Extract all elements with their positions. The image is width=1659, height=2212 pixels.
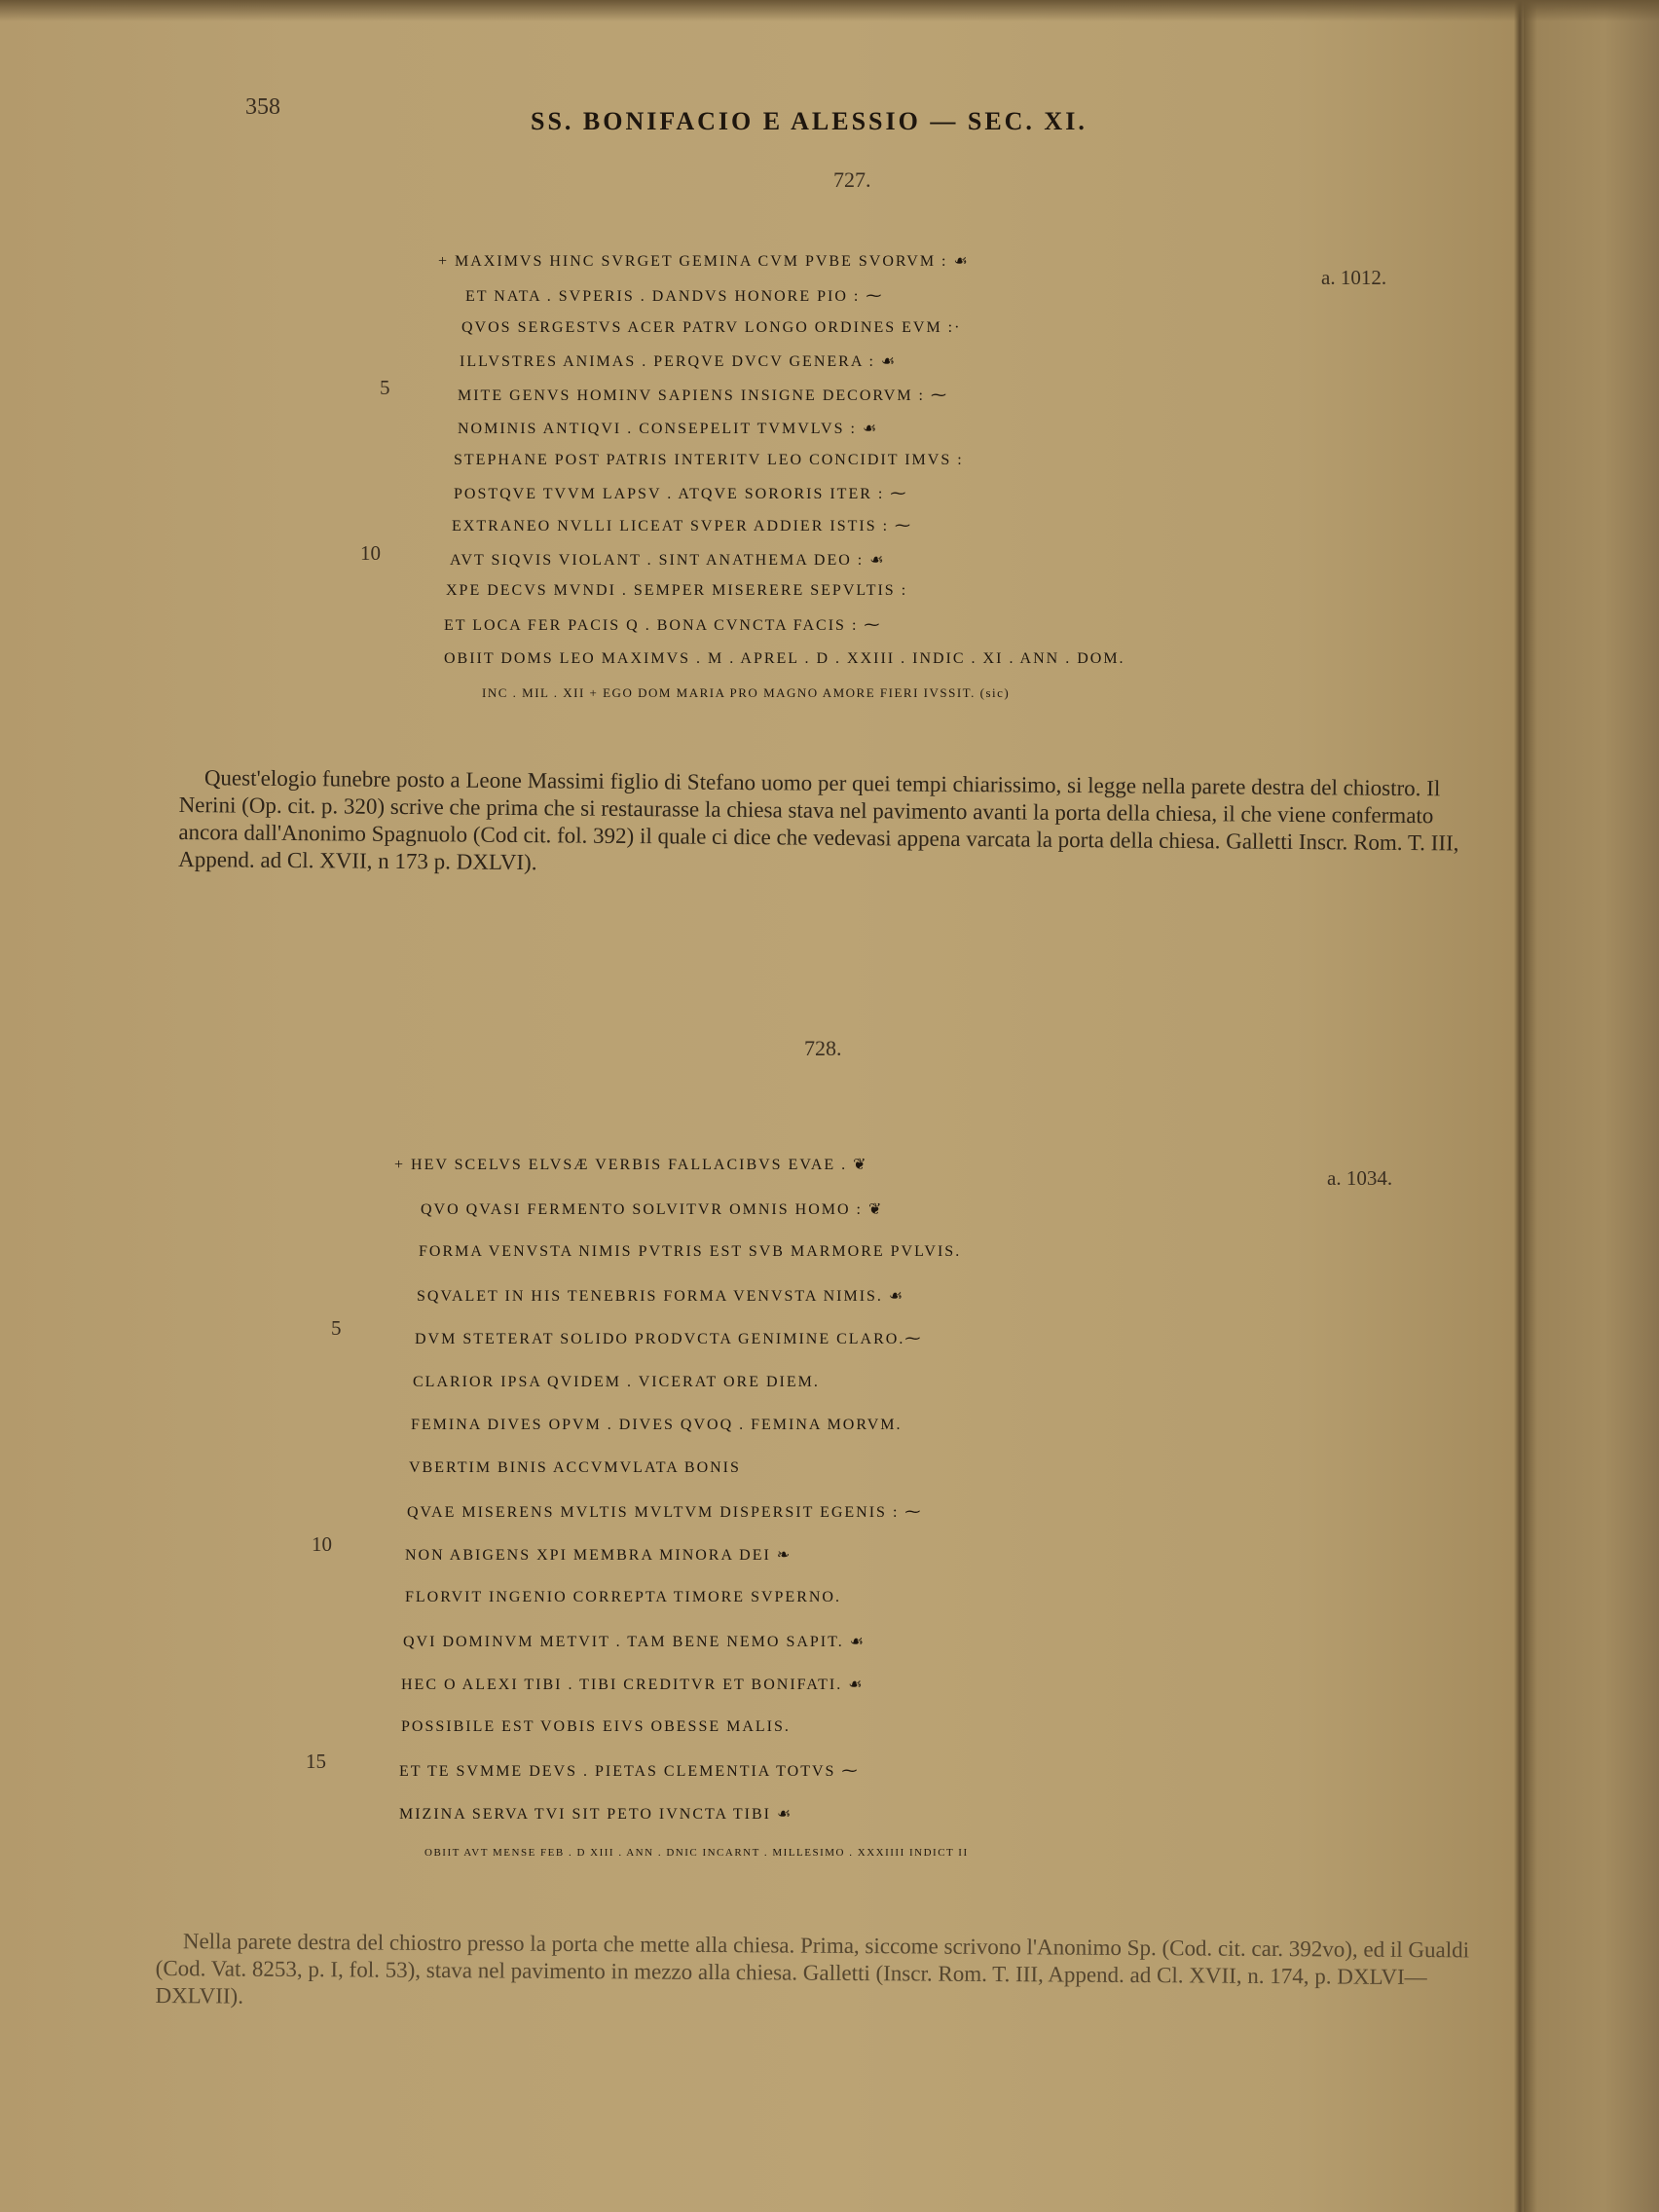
inscription-line: EXTRANEO NVLLI LICEAT SVPER ADDIER ISTIS : ⁓ (452, 518, 913, 535)
entry-date-728: a. 1034. (1327, 1166, 1393, 1190)
commentary-text: Nella parete destra del chiostro presso la porta che mette alla chiesa. Prima, siccome scrivono l'Anonimo Sp. (Cod. cit. car. 392vo), ed il Gualdi (Cod. Vat. 8253, p. I, fol. 53), stava nel pavimento in mezzo alla chiesa. Galletti (Inscr. Rom. T. III, Append. ad Cl. XVII, n. 174, p. DXLVI—DXLVII). (155, 1929, 1470, 2009)
inscription-line: QVAE MISERENS MVLTIS MVLTVM DISPERSIT EGENIS : ⁓ (407, 1504, 923, 1521)
inscription-line: NOMINIS ANTIQVI . CONSEPELIT TVMVLVS : ☙ (458, 421, 879, 437)
inscription-line: ILLVSTRES ANIMAS . PERQVE DVCV GENERA : ☙ (460, 353, 898, 370)
inscription-line: AVT SIQVIS VIOLANT . SINT ANATHEMA DEO : ☙ (450, 552, 886, 569)
line-number: 15 (306, 1750, 326, 1773)
inscription-line: INC . MIL . XII + EGO DOM MARIA PRO MAGNO AMORE FIERI IVSSIT. (sic) (482, 685, 1011, 700)
entry-number-727: 727. (833, 167, 871, 192)
inscription-line: MITE GENVS HOMINV SAPIENS INSIGNE DECORVM : ⁓ (458, 387, 948, 404)
running-title: SS. BONIFACIO E ALESSIO — SEC. XI. (531, 107, 1088, 135)
inscription-line: OBIIT AVT MENSE FEB . D XIII . ANN . DNIC INCARNT . MILLESIMO . XXXIIII INDICT II (424, 1847, 969, 1859)
commentary-727 (178, 764, 1484, 885)
inscription-line: FORMA VENVSTA NIMIS PVTRIS EST SVB MARMORE PVLVIS. (419, 1243, 962, 1260)
inscription-line: POSSIBILE EST VOBIS EIVS OBESSE MALIS. (401, 1718, 791, 1735)
line-number: 10 (360, 541, 381, 565)
inscription-line: NON ABIGENS XPI MEMBRA MINORA DEI ❧ (405, 1547, 793, 1564)
commentary-text: Quest'elogio funebre posto a Leone Massimi figlio di Stefano uomo per quei tempi chiarissimo, si legge nella parete destra del chiostro. Il Nerini (Op. cit. p. 320) scrive che prima che si restaurasse la chiesa stava nel pavimento avanti la porta della chiesa, il che viene confermato ancora dall'Anonimo Spagnuolo (Cod cit. fol. 392) il quale ci dice che vedevasi appena varcata la porta della chiesa. Galletti Inscr. Rom. T. III, Append. ad Cl. XVII, n 173 p. DXLVI). (178, 765, 1459, 875)
inscription-line: FEMINA DIVES OPVM . DIVES QVOQ . FEMINA MORVM. (411, 1417, 903, 1433)
inscription-line: OBIIT DOMS LEO MAXIMVS . M . APREL . D . XXIII . INDIC . XI . ANN . DOM. (444, 650, 1125, 667)
inscription-line: MIZINA SERVA TVI SIT PETO IVNCTA TIBI ☙ (399, 1806, 793, 1823)
inscription-line: STEPHANE POST PATRIS INTERITV LEO CONCIDIT IMVS : (454, 452, 964, 468)
line-number: 5 (380, 376, 390, 399)
inscription-line: CLARIOR IPSA QVIDEM . VICERAT ORE DIEM. (413, 1374, 820, 1390)
inscription-line: ET NATA . SVPERIS . DANDVS HONORE PIO : ⁓ (465, 288, 884, 305)
inscription-line: POSTQVE TVVM LAPSV . ATQVE SORORIS ITER : ⁓ (454, 486, 908, 502)
inscription-line: SQVALET IN HIS TENEBRIS FORMA VENVSTA NIMIS. ☙ (417, 1288, 905, 1305)
entry-date-727: a. 1012. (1321, 266, 1387, 289)
inscription-line: + HEV SCELVS ELVSÆ VERBIS FALLACIBVS EVAE . ❦ (394, 1157, 868, 1173)
commentary-728 (155, 1928, 1480, 2018)
inscription-line: VBERTIM BINIS ACCVMVLATA BONIS (409, 1459, 741, 1476)
entry-number-728: 728. (804, 1036, 842, 1060)
inscription-line: ET TE SVMME DEVS . PIETAS CLEMENTIA TOTVS ⁓ (399, 1763, 860, 1780)
inscription-line: QVI DOMINVM METVIT . TAM BENE NEMO SAPIT. ☙ (403, 1634, 866, 1650)
inscription-line: QVO QVASI FERMENTO SOLVITVR OMNIS HOMO : ❦ (421, 1201, 884, 1218)
inscription-line: FLORVIT INGENIO CORREPTA TIMORE SVPERNO. (405, 1589, 841, 1605)
top-shadow (0, 0, 1659, 21)
inscription-line: QVOS SERGESTVS ACER PATRV LONGO ORDINES EVM :· (461, 319, 962, 336)
inscription-line: DVM STETERAT SOLIDO PRODVCTA GENIMINE CLARO.⁓ (415, 1331, 923, 1347)
inscription-line: ET LOCA FER PACIS Q . BONA CVNCTA FACIS : ⁓ (444, 617, 882, 634)
adjacent-page-edge (1524, 0, 1659, 2212)
line-number: 10 (312, 1532, 332, 1556)
line-number: 5 (331, 1316, 342, 1340)
inscription-line: + MAXIMVS HINC SVRGET GEMINA CVM PVBE SVORVM : ☙ (438, 253, 970, 270)
inscription-line: XPE DECVS MVNDI . SEMPER MISERERE SEPVLTIS : (446, 582, 908, 599)
page-number: 358 (245, 94, 280, 120)
inscription-line: HEC O ALEXI TIBI . TIBI CREDITVR ET BONIFATI. ☙ (401, 1677, 865, 1693)
